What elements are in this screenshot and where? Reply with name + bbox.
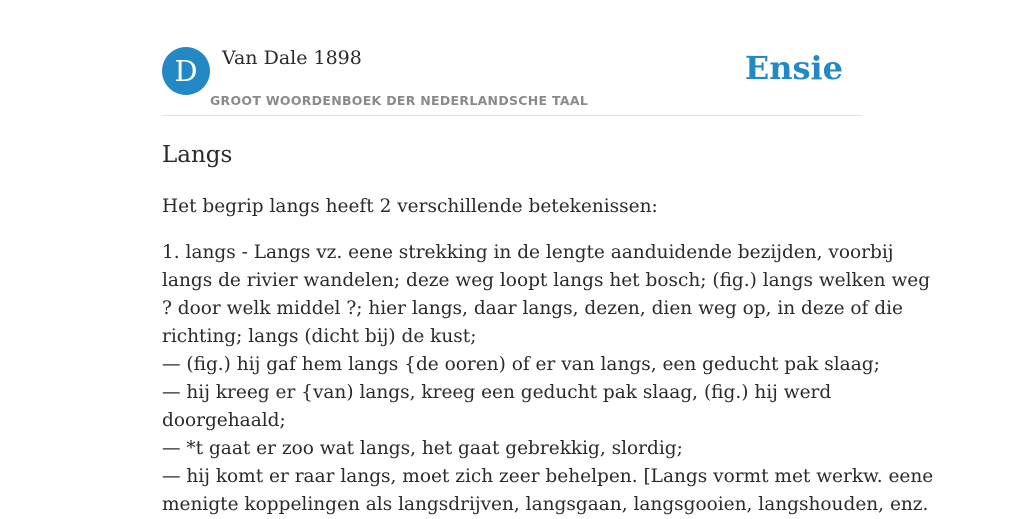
definition-line: richting; langs (dicht bij) de kust;	[162, 326, 477, 347]
dictionary-subtitle: GROOT WOORDENBOEK DER NEDERLANDSCHE TAAL	[210, 93, 589, 108]
site-header	[162, 0, 862, 116]
definition-line: — *t gaat er zoo wat langs, het gaat gebrekkig, slordig;	[162, 438, 683, 459]
definition-text	[162, 239, 934, 519]
entry-intro: Het begrip langs heeft 2 verschillende betekenissen:	[162, 196, 658, 217]
dictionary-title-link[interactable]: Van Dale 1898	[222, 47, 362, 69]
definition-line: — (fig.) hij gaf hem langs {de ooren) of er van langs, een geducht pak slaag;	[162, 354, 880, 375]
definition-line: ? door welk middel ?; hier langs, daar langs, dezen, dien weg op, in deze of die	[162, 298, 903, 319]
dictionary-logo-icon[interactable]: D	[162, 47, 210, 95]
ensie-brand-logo[interactable]: Ensie	[744, 49, 843, 87]
definition-line: langs de rivier wandelen; deze weg loopt langs het bosch; (fig.) langs welken weg	[162, 270, 931, 291]
definition-line: menigte koppelingen als langsdrijven, langsgaan, langsgooien, langshouden, enz.	[162, 494, 929, 515]
definition-line: — hij komt er raar langs, moet zich zeer behelpen. [Langs vormt met werkw. eene	[162, 466, 934, 487]
entry-title: Langs	[162, 142, 233, 168]
page-container	[162, 0, 934, 515]
definition-line: doorgehaald;	[162, 410, 286, 431]
definition-line: 1. langs - Langs vz. eene strekking in de lengte aanduidende bezijden, voorbij	[162, 242, 894, 263]
definition-line: — hij kreeg er {van) langs, kreeg een geducht pak slaag, (fig.) hij werd	[162, 382, 832, 403]
